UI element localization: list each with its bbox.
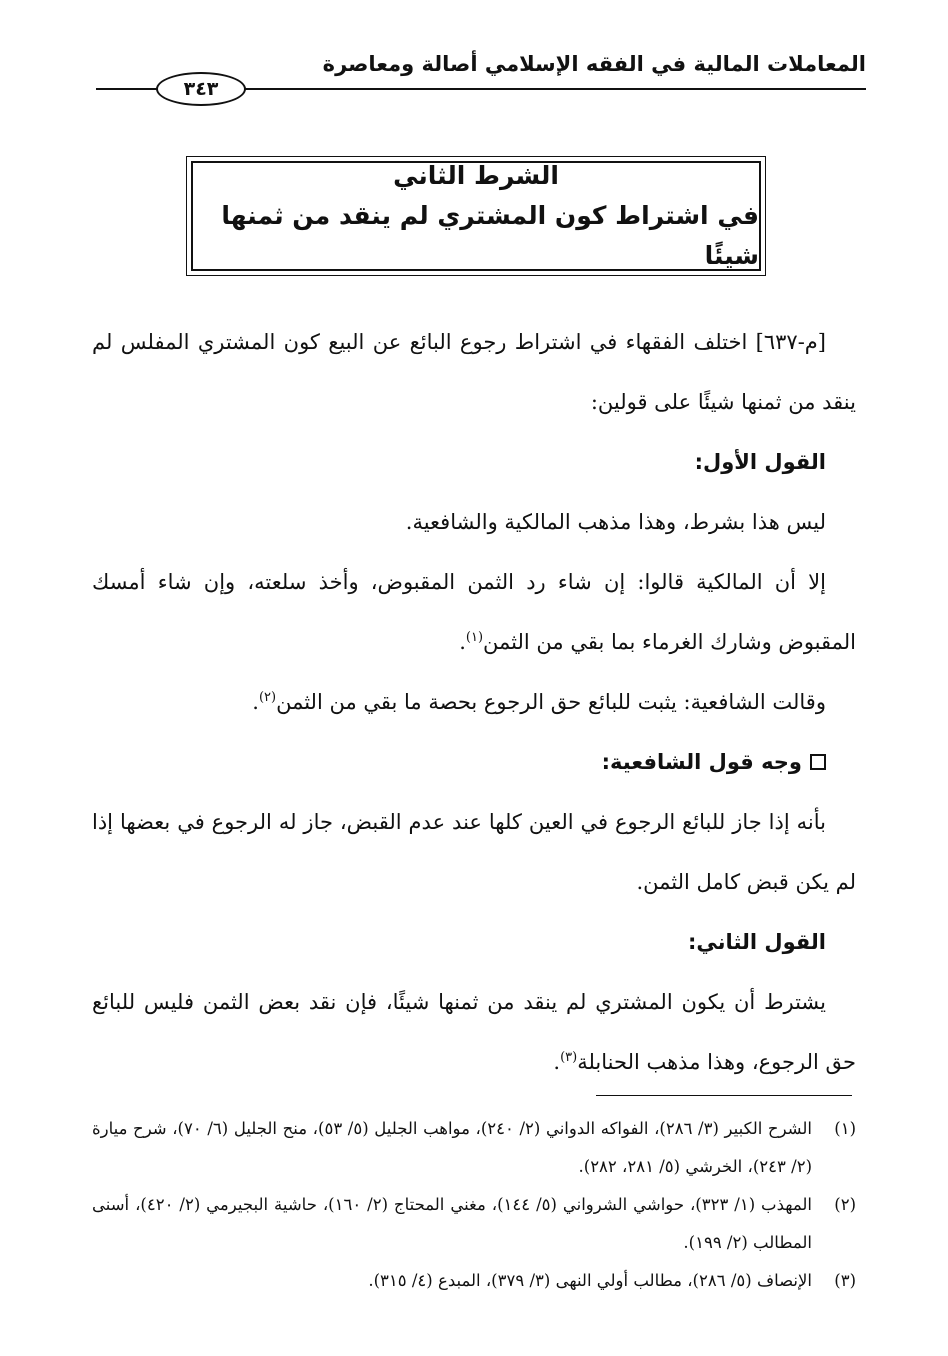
footnote-text: الإنصاف (٥/ ٢٨٦)، مطالب أولي النهى (٣/ ٣٧٩)، المبدع (٤/ ٣١٥). <box>368 1271 812 1290</box>
section-title-inner-frame <box>191 161 761 271</box>
paragraph-maliki <box>92 552 856 672</box>
section-subtitle: في اشتراط كون المشتري لم ينقد من ثمنها شيئًا <box>221 201 759 270</box>
paragraph-shafii <box>92 672 856 732</box>
footnotes <box>92 1110 856 1300</box>
page-number: ٣٤٣ <box>156 72 246 106</box>
footnote-number: (٣) <box>834 1271 856 1290</box>
footnote-text: المهذب (١/ ٣٢٣)، حواشي الشرواني (٥/ ١٤٤)، مغني المحتاج (٢/ ١٦٠)، حاشية البجيرمي (٢/ ٤٢٠)، أسنى المطالب (٢/ ١٩٩). <box>92 1195 813 1252</box>
footnote-1 <box>92 1110 856 1186</box>
footnote-ref-2[interactable]: (٢) <box>258 690 277 705</box>
footnote-ref-1[interactable]: (١) <box>465 630 484 645</box>
hanbali-text: يشترط أن يكون المشتري لم ينقد من ثمنها شيئًا، فإن نقد بعض الثمن فليس للبائع حق الرجوع، وهذا مذهب الحنابلة <box>92 990 856 1074</box>
maliki-end: . <box>459 630 466 654</box>
paragraph-first-opinion: ليس هذا بشرط، وهذا مذهب المالكية والشافعية. <box>405 510 826 534</box>
footnote-separator <box>596 1095 852 1096</box>
section-title: الشرط الثاني <box>393 161 559 190</box>
footnote-text: الشرح الكبير (٣/ ٢٨٦)، الفواكه الدواني (٢/ ٢٤٠)، مواهب الجليل (٥/ ٥٣)، منح الجليل (٦/ ٧٠)، شرح ميارة (٢/ ٢٤٣)، الخرشي (٥/ ٢٨١، ٢٨٢). <box>92 1119 813 1176</box>
main-text <box>92 312 856 1092</box>
footnote-2 <box>92 1186 856 1262</box>
paragraph-intro: [م-٦٣٧] اختلف الفقهاء في اشتراط رجوع البائع عن البيع كون المشتري المفلس لم ينقد من ثمنها شيئًا على قولين: <box>92 330 856 414</box>
shafii-reason-heading <box>92 732 856 792</box>
maliki-text: إلا أن المالكية قالوا: إن شاء رد الثمن المقبوض، وأخذ سلعته، وإن شاء أمسك المقبوض وشارك الغرماء بما بقي من الثمن <box>92 570 856 654</box>
running-header <box>96 48 866 100</box>
first-opinion-heading: القول الأول: <box>694 450 826 474</box>
shafii-text: وقالت الشافعية: يثبت للبائع حق الرجوع بحصة ما بقي من الثمن <box>276 690 826 714</box>
section-title-box <box>186 156 766 276</box>
footnote-3 <box>92 1262 856 1300</box>
paragraph-second-opinion <box>92 972 856 1092</box>
footnote-number: (٢) <box>834 1195 856 1214</box>
second-opinion-heading: القول الثاني: <box>688 930 826 954</box>
shafii-reason-heading-text: وجه قول الشافعية: <box>601 750 802 774</box>
paragraph-shafii-reason: بأنه إذا جاز للبائع الرجوع في العين كلها عند عدم القبض، جاز له الرجوع في بعضها إذا لم يكن قبض كامل الثمن. <box>92 810 856 894</box>
shafii-end: . <box>252 690 259 714</box>
square-bullet-icon <box>810 754 826 770</box>
running-title: المعاملات المالية في الفقه الإسلامي أصالة ومعاصرة <box>322 52 866 76</box>
hanbali-end: . <box>553 1050 561 1074</box>
footnote-ref-3[interactable]: (٣) <box>560 1050 578 1065</box>
footnote-number: (١) <box>834 1119 856 1138</box>
